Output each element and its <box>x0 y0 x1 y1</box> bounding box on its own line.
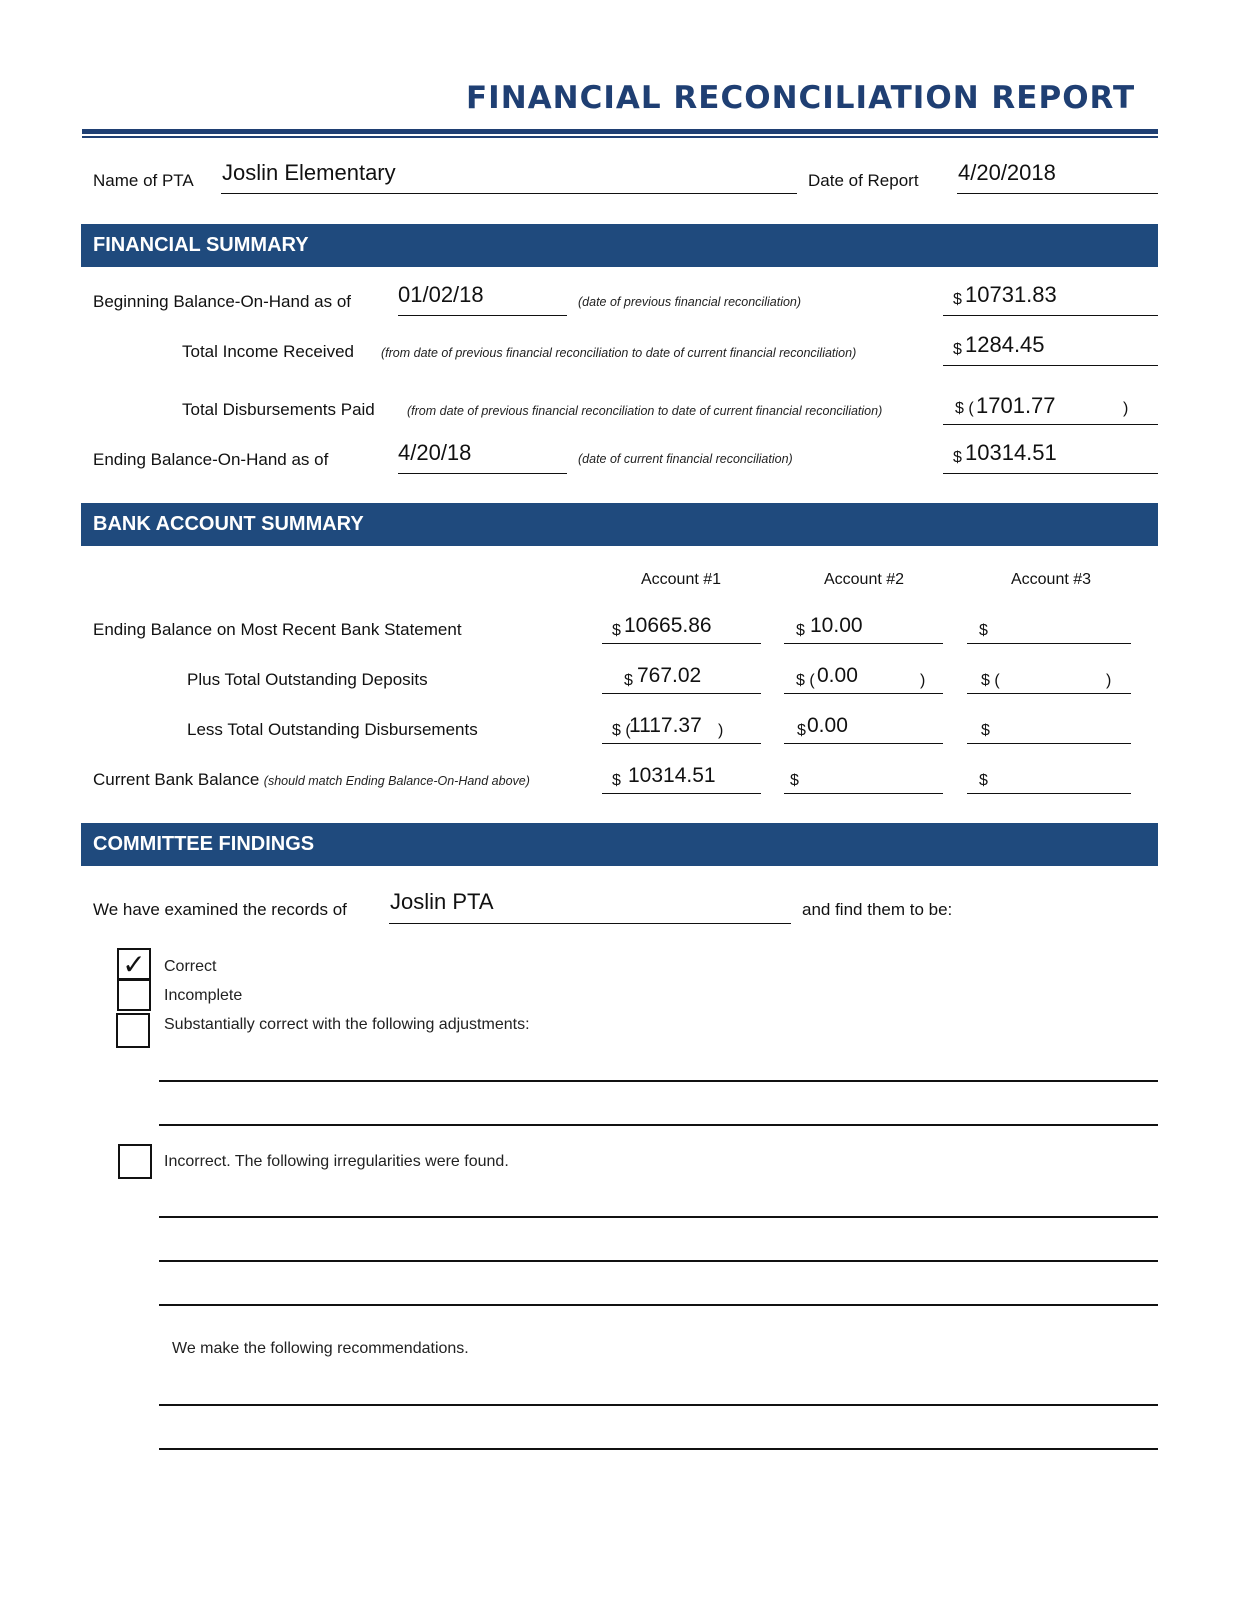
bank-row-label: Plus Total Outstanding Deposits <box>187 670 428 689</box>
recommendations-line-1[interactable] <box>159 1404 1158 1406</box>
option-label-substantially-correct: Substantially correct with the following adjustments: <box>164 1016 530 1033</box>
beginning-date-field[interactable] <box>398 280 567 316</box>
disbursements-note: (from date of previous financial reconciliation to date of current financial reconciliation) <box>407 404 883 418</box>
bank-cell-r1-a1[interactable] <box>602 664 761 694</box>
option-label-incorrect: Incorrect. The following irregularities were found. <box>164 1153 509 1170</box>
cell-value: 1117.37 <box>629 714 702 737</box>
beginning-date-value: 01/02/18 <box>398 282 484 307</box>
disbursements-amount-value: 1701.77 <box>976 393 1056 418</box>
title-rule-thin <box>82 136 1158 138</box>
committee-findings-heading: COMMITTEE FINDINGS <box>81 823 1158 866</box>
irregularities-line-3[interactable] <box>159 1304 1158 1306</box>
checkbox-incomplete[interactable] <box>117 979 151 1011</box>
checkbox-substantially-correct[interactable] <box>116 1013 150 1048</box>
disbursements-currency: $ ( <box>955 400 974 417</box>
pta-name-field[interactable] <box>221 158 797 194</box>
option-label-correct: Correct <box>164 958 217 975</box>
pta-name-value: Joslin Elementary <box>222 160 396 185</box>
bank-cell-r1-a2[interactable] <box>784 664 943 694</box>
cell-value: 0.00 <box>817 664 858 687</box>
beginning-currency: $ <box>953 291 962 308</box>
title-rule-thick <box>82 129 1158 134</box>
cell-value: 0.00 <box>807 714 848 737</box>
cell-prefix: $ ( <box>981 672 1000 689</box>
column-header-account-1: Account #1 <box>640 571 722 588</box>
beginning-amount-value: 10731.83 <box>965 282 1057 307</box>
financial-summary-heading: FINANCIAL SUMMARY <box>81 224 1158 267</box>
bank-row-label: Ending Balance on Most Recent Bank Statement <box>93 620 462 639</box>
report-date-label: Date of Report <box>808 171 919 190</box>
report-date-value: 4/20/2018 <box>958 160 1056 185</box>
recommendations-line-2[interactable] <box>159 1448 1158 1450</box>
bank-cell-r2-a3[interactable] <box>967 714 1131 744</box>
bank-cell-r1-a3[interactable] <box>967 664 1131 694</box>
cell-value: 10314.51 <box>628 764 716 787</box>
bank-row-label: Less Total Outstanding Disbursements <box>187 720 478 739</box>
irregularities-line-1[interactable] <box>159 1216 1158 1218</box>
adjustments-line-1[interactable] <box>159 1080 1158 1082</box>
income-note: (from date of previous financial reconciliation to date of current financial reconciliation) <box>381 346 857 360</box>
report-date-field[interactable] <box>957 158 1158 194</box>
cell-value: 10.00 <box>810 614 863 637</box>
column-header-account-2: Account #2 <box>823 571 905 588</box>
income-amount-value: 1284.45 <box>965 332 1045 357</box>
beginning-date-note: (date of previous financial reconciliation) <box>578 295 802 309</box>
bank-cell-r3-a3[interactable] <box>967 764 1131 794</box>
recommendations-label: We make the following recommendations. <box>172 1340 469 1357</box>
bank-cell-r0-a1[interactable] <box>602 614 761 644</box>
pta-name-label: Name of PTA <box>93 171 194 190</box>
cell-prefix: $ ( <box>612 722 631 739</box>
option-label-incomplete: Incomplete <box>164 987 243 1004</box>
bank-cell-r3-a2[interactable] <box>784 764 943 794</box>
cell-prefix: $ <box>981 722 990 739</box>
bank-cell-r3-a1[interactable] <box>602 764 761 794</box>
bank-summary-heading: BANK ACCOUNT SUMMARY <box>81 503 1158 546</box>
ending-amount-field[interactable] <box>943 438 1158 474</box>
bank-cell-r2-a1[interactable] <box>602 714 761 744</box>
cell-prefix: $ <box>979 772 988 789</box>
irregularities-line-2[interactable] <box>159 1260 1158 1262</box>
examined-records-label: We have examined the records of <box>93 900 347 919</box>
checkmark-icon: ✓ <box>122 949 146 980</box>
adjustments-line-2[interactable] <box>159 1124 1158 1126</box>
bank-cell-r0-a3[interactable] <box>967 614 1131 644</box>
cell-prefix: $ <box>790 772 799 789</box>
bank-cell-r0-a2[interactable] <box>784 614 943 644</box>
ending-balance-label: Ending Balance-On-Hand as of <box>93 450 329 469</box>
bank-row-note: (should match Ending Balance-On-Hand above) <box>263 774 530 788</box>
cell-prefix: $ <box>612 622 621 639</box>
cell-prefix: $ <box>612 772 621 789</box>
cell-prefix: $ ( <box>796 672 815 689</box>
examined-records-value: Joslin PTA <box>390 889 494 914</box>
column-header-account-3: Account #3 <box>1010 571 1092 588</box>
examined-records-field[interactable] <box>389 887 791 924</box>
ending-date-field[interactable] <box>398 438 567 474</box>
current-bank-balance-label-group <box>93 770 530 790</box>
find-them-label: and find them to be: <box>802 900 953 919</box>
income-label: Total Income Received <box>182 342 354 361</box>
ending-amount-value: 10314.51 <box>965 440 1057 465</box>
checkbox-correct[interactable] <box>117 948 151 980</box>
cell-prefix: $ <box>797 722 806 739</box>
checkbox-incorrect[interactable] <box>118 1144 152 1179</box>
ending-currency: $ <box>953 449 962 466</box>
bank-cell-r2-a2[interactable] <box>784 714 943 744</box>
bank-row-label: Current Bank Balance <box>93 770 260 789</box>
disbursements-close-paren: ) <box>1123 400 1129 417</box>
beginning-amount-field[interactable] <box>943 280 1158 316</box>
cell-value: 767.02 <box>637 664 702 687</box>
cell-prefix: $ <box>624 672 633 689</box>
disbursements-amount-field[interactable] <box>943 389 1158 425</box>
cell-suffix: ) <box>1106 672 1112 689</box>
cell-suffix: ) <box>718 722 724 739</box>
ending-date-note: (date of current financial reconciliation) <box>578 452 793 466</box>
cell-suffix: ) <box>920 672 926 689</box>
report-title: FINANCIAL RECONCILIATION REPORT <box>466 80 1136 116</box>
cell-value: 10665.86 <box>624 614 712 637</box>
ending-date-value: 4/20/18 <box>398 440 472 465</box>
cell-prefix: $ <box>979 622 988 639</box>
cell-prefix: $ <box>796 622 805 639</box>
income-currency: $ <box>953 341 962 358</box>
disbursements-label: Total Disbursements Paid <box>182 400 375 419</box>
beginning-balance-label: Beginning Balance-On-Hand as of <box>93 292 351 311</box>
income-amount-field[interactable] <box>943 330 1158 366</box>
